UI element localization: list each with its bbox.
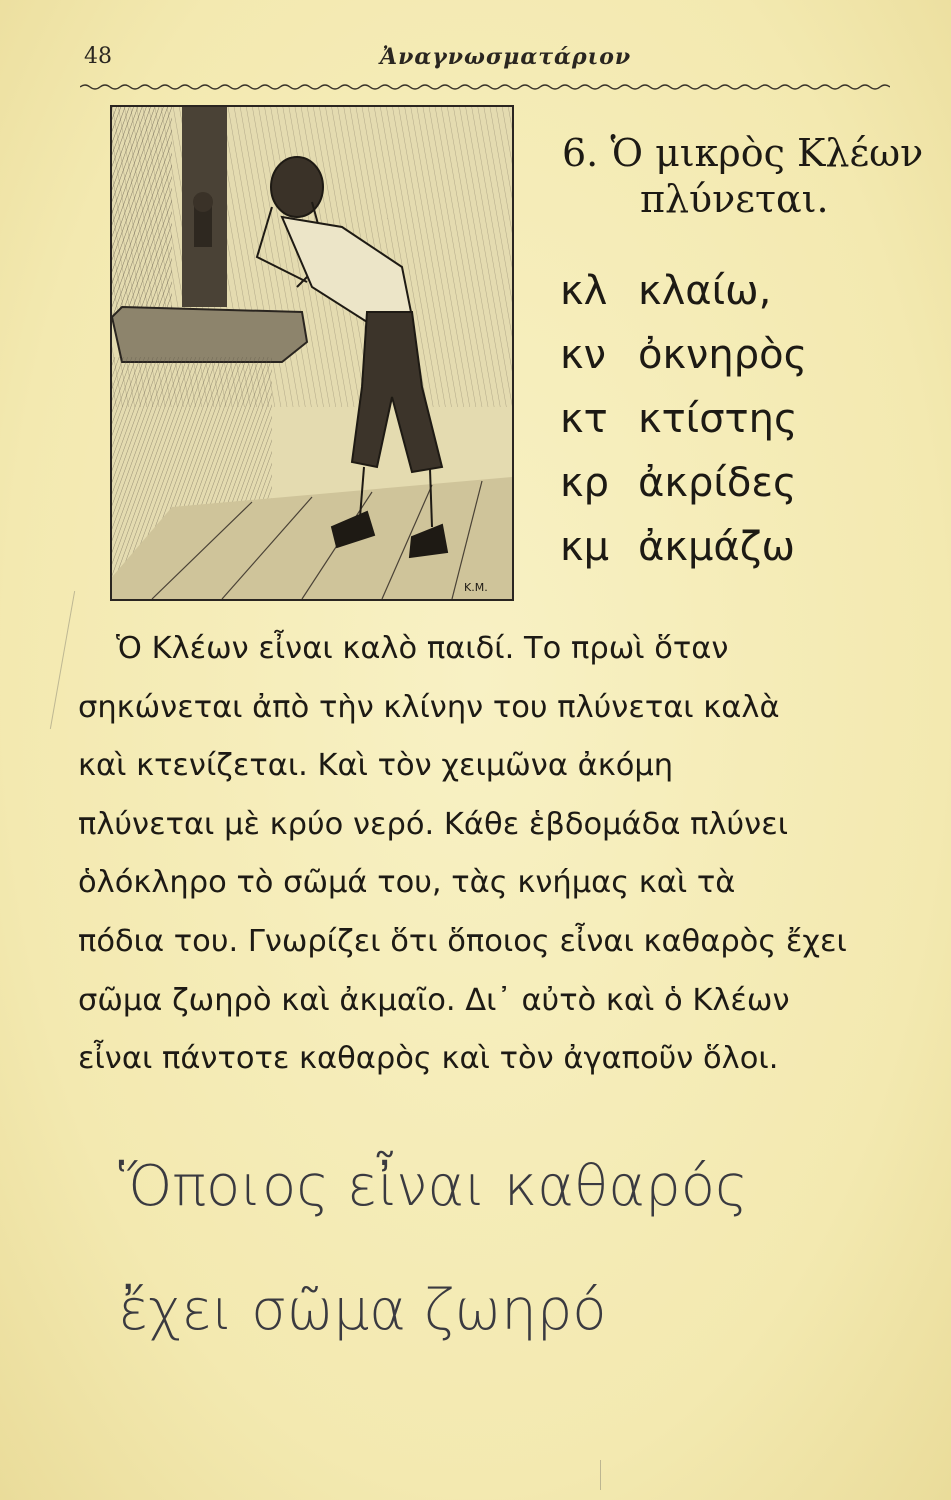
cluster-example: ὀκνηρὸς <box>638 332 808 378</box>
cluster-row <box>560 268 890 332</box>
cluster-example: ἀκρίδες <box>638 460 797 506</box>
pencil-mark <box>50 591 75 729</box>
body-line: πλύνεται μὲ κρύο νερό. Κάθε ἑβδομάδα πλύνει <box>78 806 789 842</box>
cluster-row <box>560 524 890 588</box>
cluster-letters: κτ <box>560 396 608 442</box>
cluster-example: ἀκμάζω <box>638 524 796 570</box>
body-line: σηκώνεται ἀπὸ τὴν κλίνην του πλύνεται καλὰ <box>78 689 780 725</box>
cluster-letters: κμ <box>560 524 610 570</box>
lesson-title-line1: 6. Ὁ μικρὸς Κλέων <box>562 131 924 175</box>
body-line: εἶναι πάντοτε καθαρὸς καὶ τὸν ἀγαποῦν ὅλοι. <box>78 1041 779 1077</box>
consonant-cluster-list <box>560 268 890 588</box>
page-header <box>80 38 890 78</box>
pencil-mark <box>600 1460 601 1490</box>
body-line: ὁλόκληρο τὸ σῶμά του, τὰς κνήμας καὶ τὰ <box>78 865 736 901</box>
maxim-line2: ἔχει σῶμα ζωηρό <box>118 1278 607 1343</box>
cluster-example: κλαίω, <box>638 268 772 314</box>
body-line: πόδια του. Γνωρίζει ὅτι ὅποιος εἶναι καθαρὸς ἔχει <box>78 923 847 959</box>
running-title: Ἀναγνωσματάριον <box>380 44 632 70</box>
body-line: καὶ κτενίζεται. Καὶ τὸν χειμῶνα ἀκόμη <box>78 748 674 784</box>
lesson-title-line2: πλύνεται. <box>640 177 829 221</box>
page-number: 48 <box>84 44 112 69</box>
cluster-example: κτίστης <box>638 396 798 442</box>
cluster-row <box>560 396 890 460</box>
cluster-row <box>560 332 890 396</box>
handwritten-maxim <box>118 1125 918 1373</box>
cluster-letters: κλ <box>560 268 608 314</box>
lesson-title <box>562 130 923 222</box>
body-line: σῶμα ζωηρὸ καὶ ἀκμαῖο. Δι᾽ αὐτὸ καὶ ὁ Κλέων <box>78 982 790 1018</box>
body-line: Ὁ Κλέων εἶναι καλὸ παιδί. Το πρωὶ ὅταν <box>116 631 729 666</box>
cluster-letters: κρ <box>560 460 609 506</box>
decorative-rule <box>80 82 890 92</box>
lesson-body <box>78 620 898 1089</box>
illustration-signature: K.M. <box>464 581 488 594</box>
cluster-letters: κν <box>560 332 606 378</box>
boy-washing-illustration <box>110 105 514 601</box>
maxim-line1: Ὅποιος εἶναι καθαρός <box>118 1154 748 1219</box>
cluster-row <box>560 460 890 524</box>
